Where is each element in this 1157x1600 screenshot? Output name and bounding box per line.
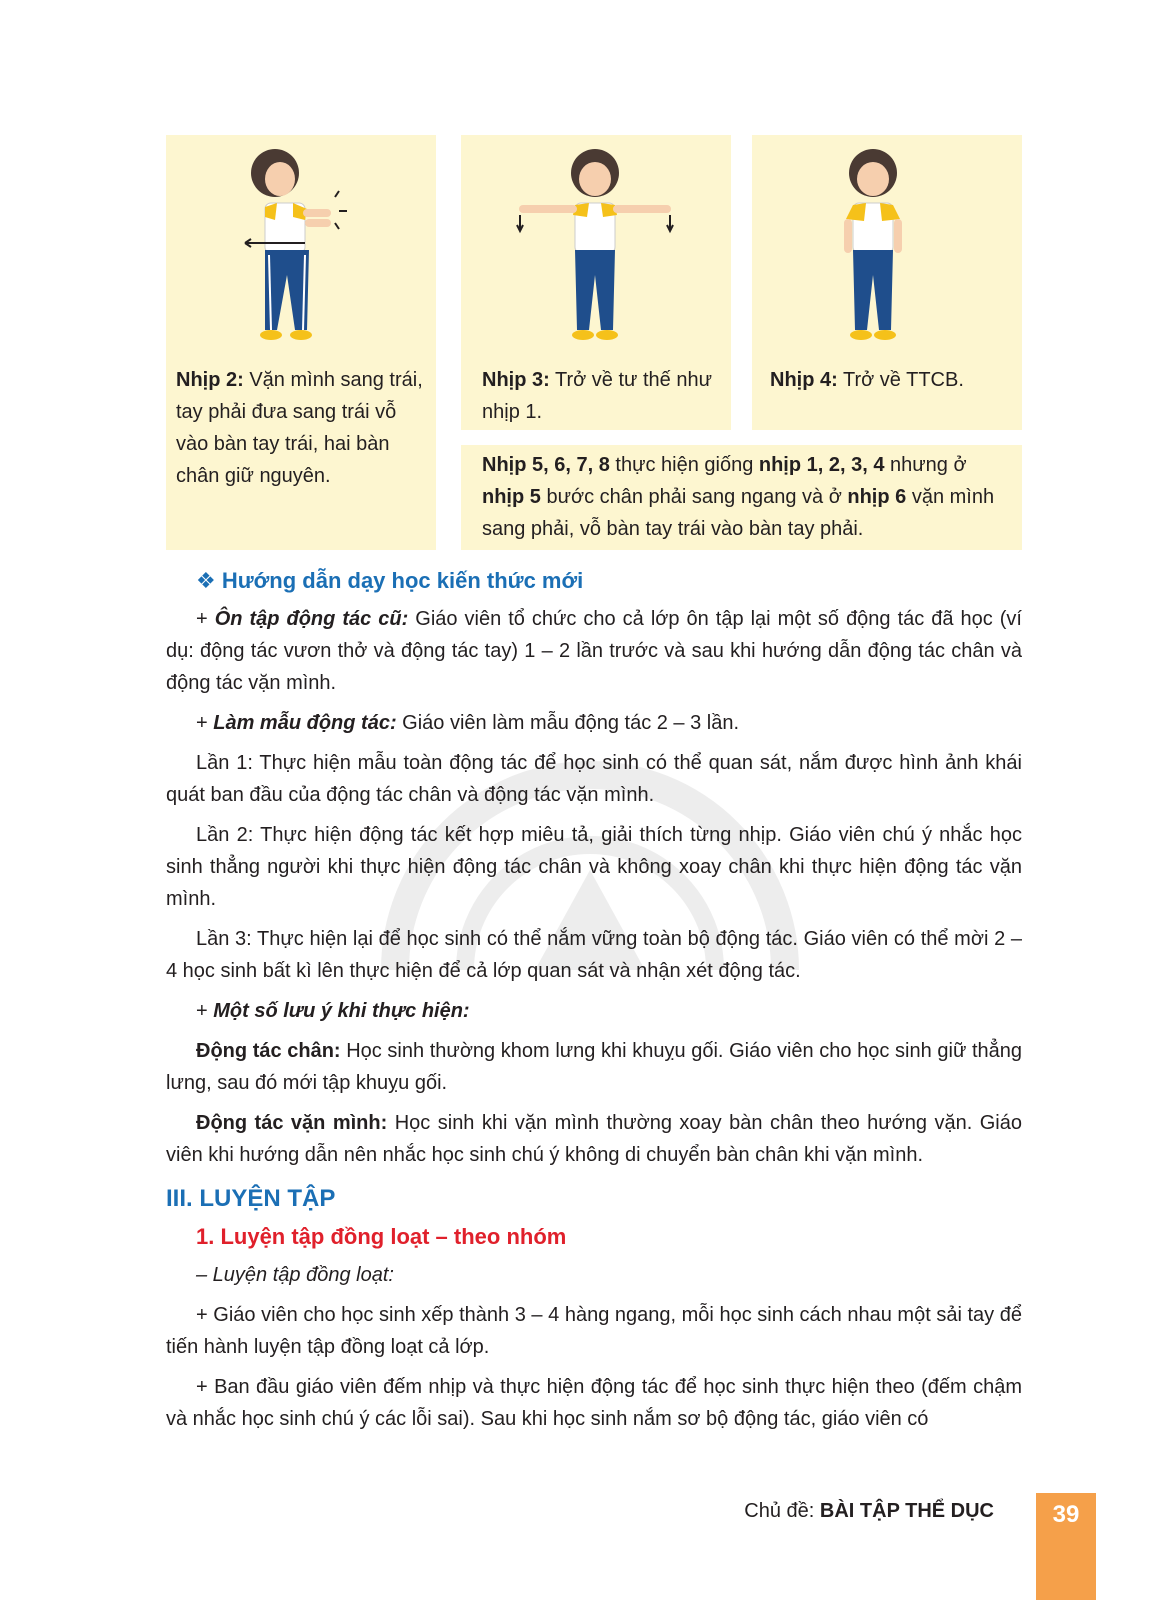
- demo-text: Giáo viên làm mẫu động tác 2 – 3 lần.: [396, 712, 740, 734]
- caption-nhip-5-8: [482, 449, 1012, 545]
- mass-label: [166, 1259, 1022, 1291]
- girl-standing-figure: [828, 145, 918, 350]
- guide-heading: ❖ Hướng dẫn dạy học kiến thức mới: [196, 568, 584, 593]
- nhip-5-8-bold: Nhịp 5, 6, 7, 8: [482, 454, 610, 476]
- leg-label: Động tác chân:: [196, 1040, 341, 1062]
- main-content: [166, 565, 1022, 1443]
- caption-nhip-3: [482, 364, 727, 428]
- section-title: III. LUYỆN TẬP: [166, 1185, 336, 1212]
- subsection-title: 1. Luyện tập đồng loạt – theo nhóm: [196, 1224, 567, 1249]
- page-number: 39: [1052, 1501, 1080, 1528]
- nhip-5-8-text-4: vặn mình sang phải, vỗ bàn tay trái vào bàn tay phải.: [482, 486, 995, 540]
- caption-nhip-2: [176, 364, 426, 492]
- lan-3-paragraph: Lần 3: Thực hiện lại để học sinh có thể nắm vững toàn bộ động tác. Giáo viên có thể mời 2 – 4 học sinh bất kì lên thực hiện để cả lớp quan sát và nhận xét động tác.: [166, 928, 1022, 982]
- leg-paragraph: [166, 1035, 1022, 1099]
- page-number-tab: [1036, 1493, 1096, 1600]
- leg-text: Học sinh thường khom lưng khi khuỵu gối. Giáo viên cho học sinh giữ thẳng lưng, sau đó mới tập khuỵu gối.: [166, 1040, 1023, 1094]
- review-label: Ôn tập động tác cũ:: [214, 608, 409, 630]
- lan-2-paragraph: Lần 2: Thực hiện động tác kết hợp miêu tả, giải thích từng nhịp. Giáo viên chú ý nhắc học sinh thẳng người khi thực hiện động tác chân và không xoay chân khi thực hiện động tác vặn mình.: [166, 824, 1022, 910]
- notes-paragraph: + Một số lưu ý khi thực hiện:: [196, 1000, 470, 1022]
- review-text: Giáo viên tổ chức cho cả lớp ôn tập lại một số động tác đã học (ví dụ: động tác vươn thở và động tác tay) 1 – 2 lần trước và sau khi hướng dẫn động tác chân và động tác vặn mình.: [166, 608, 1022, 694]
- girl-twist-figure: [225, 145, 355, 350]
- caption-nhip-2-text: Vặn mình sang trái, tay phải đưa sang trái vỗ vào bàn tay trái, hai bàn chân giữ nguyên.: [176, 369, 423, 487]
- caption-nhip-4: [770, 364, 1010, 396]
- footer-topic: [744, 1500, 994, 1523]
- caption-nhip-4-text: Trở về TTCB.: [837, 369, 964, 391]
- demo-label: Làm mẫu động tác:: [213, 712, 397, 734]
- caption-nhip-4-label: Nhịp 4:: [770, 369, 838, 391]
- caption-nhip-2-label: Nhịp 2:: [176, 369, 244, 391]
- nhip-5-8-text-3: bước chân phải sang ngang và ở: [540, 486, 848, 508]
- girl-arms-out-figure: [515, 145, 675, 350]
- twist-label: Động tác vặn mình:: [196, 1112, 388, 1134]
- nhip-5-bold: nhịp 5: [482, 486, 541, 508]
- lan-1-paragraph: Lần 1: Thực hiện mẫu toàn động tác để học sinh có thể quan sát, nắm được hình ảnh khái quát ban đầu của động tác chân và động tác vặn mình.: [166, 752, 1022, 806]
- review-paragraph: + Ôn tập động tác cũ: Giáo viên tổ chức cho cả lớp ôn tập lại một số động tác đã học (ví dụ: động tác vươn thở và động tác tay) 1 – 2 lần trước và sau khi hướng dẫn động tác chân và động tác vặn mình.: [166, 608, 1022, 694]
- footer-topic-title: BÀI TẬP THỂ DỤC: [819, 1500, 994, 1522]
- twist-text: Học sinh khi vặn mình thường xoay bàn chân theo hướng vặn. Giáo viên khi hướng dẫn nên nhắc học sinh chú ý không di chuyển bàn chân khi vặn mình.: [166, 1112, 1022, 1166]
- nhip-1-4-bold: nhịp 1, 2, 3, 4: [758, 454, 885, 476]
- twist-paragraph: [166, 1107, 1022, 1171]
- mass-2-paragraph: + Ban đầu giáo viên đếm nhịp và thực hiện động tác để học sinh thực hiện theo (đếm chậm và nhắc học sinh chú ý các lỗi sai). Sau khi học sinh nắm sơ bộ động tác, giáo viên có: [166, 1376, 1022, 1430]
- mass-label-text: – Luyện tập đồng loạt:: [196, 1264, 394, 1286]
- nhip-6-bold: nhịp 6: [847, 486, 907, 508]
- caption-nhip-3-text: Trở về tư thế như nhịp 1.: [482, 369, 712, 423]
- notes-label: Một số lưu ý khi thực hiện:: [213, 1000, 470, 1022]
- mass-1-paragraph: + Giáo viên cho học sinh xếp thành 3 – 4 hàng ngang, mỗi học sinh cách nhau một sải tay để tiến hành luyện tập đồng loạt cả lớp.: [166, 1304, 1022, 1358]
- footer-prefix: Chủ đề:: [744, 1500, 820, 1522]
- nhip-5-8-text-2: nhưng ở: [884, 454, 967, 476]
- demo-paragraph: + Làm mẫu động tác: Giáo viên làm mẫu động tác 2 – 3 lần.: [196, 712, 740, 734]
- caption-nhip-3-label: Nhịp 3:: [482, 369, 550, 391]
- nhip-5-8-text-1: thực hiện giống: [609, 454, 759, 476]
